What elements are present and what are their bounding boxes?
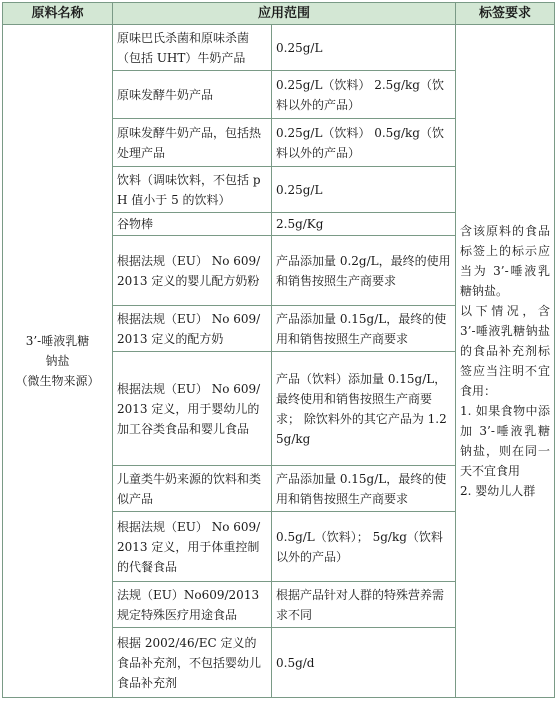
amount-cell: 根据产品针对人群的特殊营养需求不同 <box>272 582 456 628</box>
amount-cell: 产品添加量 0.15g/L，最终的使用和销售按照生产商要求 <box>272 306 456 352</box>
application-cell: 根据法规（EU） No 609/2013 定义的婴儿配方奶粉 <box>113 236 272 306</box>
material-name-line: （微生物来源） <box>15 374 100 388</box>
amount-cell: 0.25g/L <box>272 167 456 213</box>
application-cell: 原味发酵牛奶产品 <box>113 71 272 119</box>
label-paragraph: 2. 婴幼儿人群 <box>460 484 536 498</box>
amount-cell: 0.25g/L <box>272 25 456 71</box>
amount-cell: 2.5g/Kg <box>272 213 456 236</box>
material-name-line: 3’-唾液乳糖 <box>25 334 90 348</box>
table-row <box>3 25 555 71</box>
amount-cell: 0.5g/d <box>272 628 456 698</box>
material-name-line: 钠盐 <box>45 354 70 368</box>
application-cell: 根据法规（EU） No 609/2013 定义，用于体重控制的代餐食品 <box>113 512 272 582</box>
amount-cell: 产品添加量 0.2g/L，最终的使用和销售按照生产商要求 <box>272 236 456 306</box>
label-requirements-cell <box>456 25 555 698</box>
amount-cell: 0.5g/L（饮料）； 5g/kg（饮料以外的产品） <box>272 512 456 582</box>
amount-cell: 产品添加量 0.15g/L，最终的使用和销售按照生产商要求 <box>272 466 456 512</box>
label-paragraph: 以下情况，含 3’-唾液乳糖钠盐的食品补充剂标签应当注明不宜食用： <box>460 304 551 398</box>
label-paragraph: 1. 如果食物中添加 3’-唾液乳糖钠盐，则在同一天不宜食用 <box>460 404 551 478</box>
application-cell: 谷物棒 <box>113 213 272 236</box>
application-cell: 根据 2002/46/EC 定义的食品补充剂，不包括婴幼儿食品补充剂 <box>113 628 272 698</box>
table-header-row <box>3 3 555 25</box>
application-cell: 根据法规（EU） No 609/2013 定义的配方奶 <box>113 306 272 352</box>
label-paragraph: 含该原料的食品标签上的标示应当为 3’-唾液乳糖钠盐。 <box>460 224 551 298</box>
header-material-name: 原料名称 <box>3 3 113 25</box>
application-cell: 根据法规（EU） No 609/2013 定义，用于婴幼儿的加工谷类食品和婴儿食品 <box>113 352 272 466</box>
application-cell: 原味发酵牛奶产品，包括热处理产品 <box>113 119 272 167</box>
application-cell: 法规（EU）No609/2013 规定特殊医疗用途食品 <box>113 582 272 628</box>
header-application-scope: 应用范围 <box>113 3 456 25</box>
amount-cell: 0.25g/L（饮料） 2.5g/kg（饮料以外的产品） <box>272 71 456 119</box>
application-cell: 饮料（调味饮料，不包括 pH 值小于 5 的饮料） <box>113 167 272 213</box>
material-name-cell <box>3 25 113 698</box>
header-label-requirements: 标签要求 <box>456 3 555 25</box>
amount-cell: 产品（饮料）添加量 0.15g/L，最终使用和销售按照生产商要求； 除饮料外的其它产品为 1.25g/kg <box>272 352 456 466</box>
amount-cell: 0.25g/L（饮料） 0.5g/kg（饮料以外的产品） <box>272 119 456 167</box>
ingredient-spec-table <box>2 2 555 698</box>
application-cell: 原味巴氏杀菌和原味杀菌（包括 UHT）牛奶产品 <box>113 25 272 71</box>
application-cell: 儿童类牛奶来源的饮料和类似产品 <box>113 466 272 512</box>
